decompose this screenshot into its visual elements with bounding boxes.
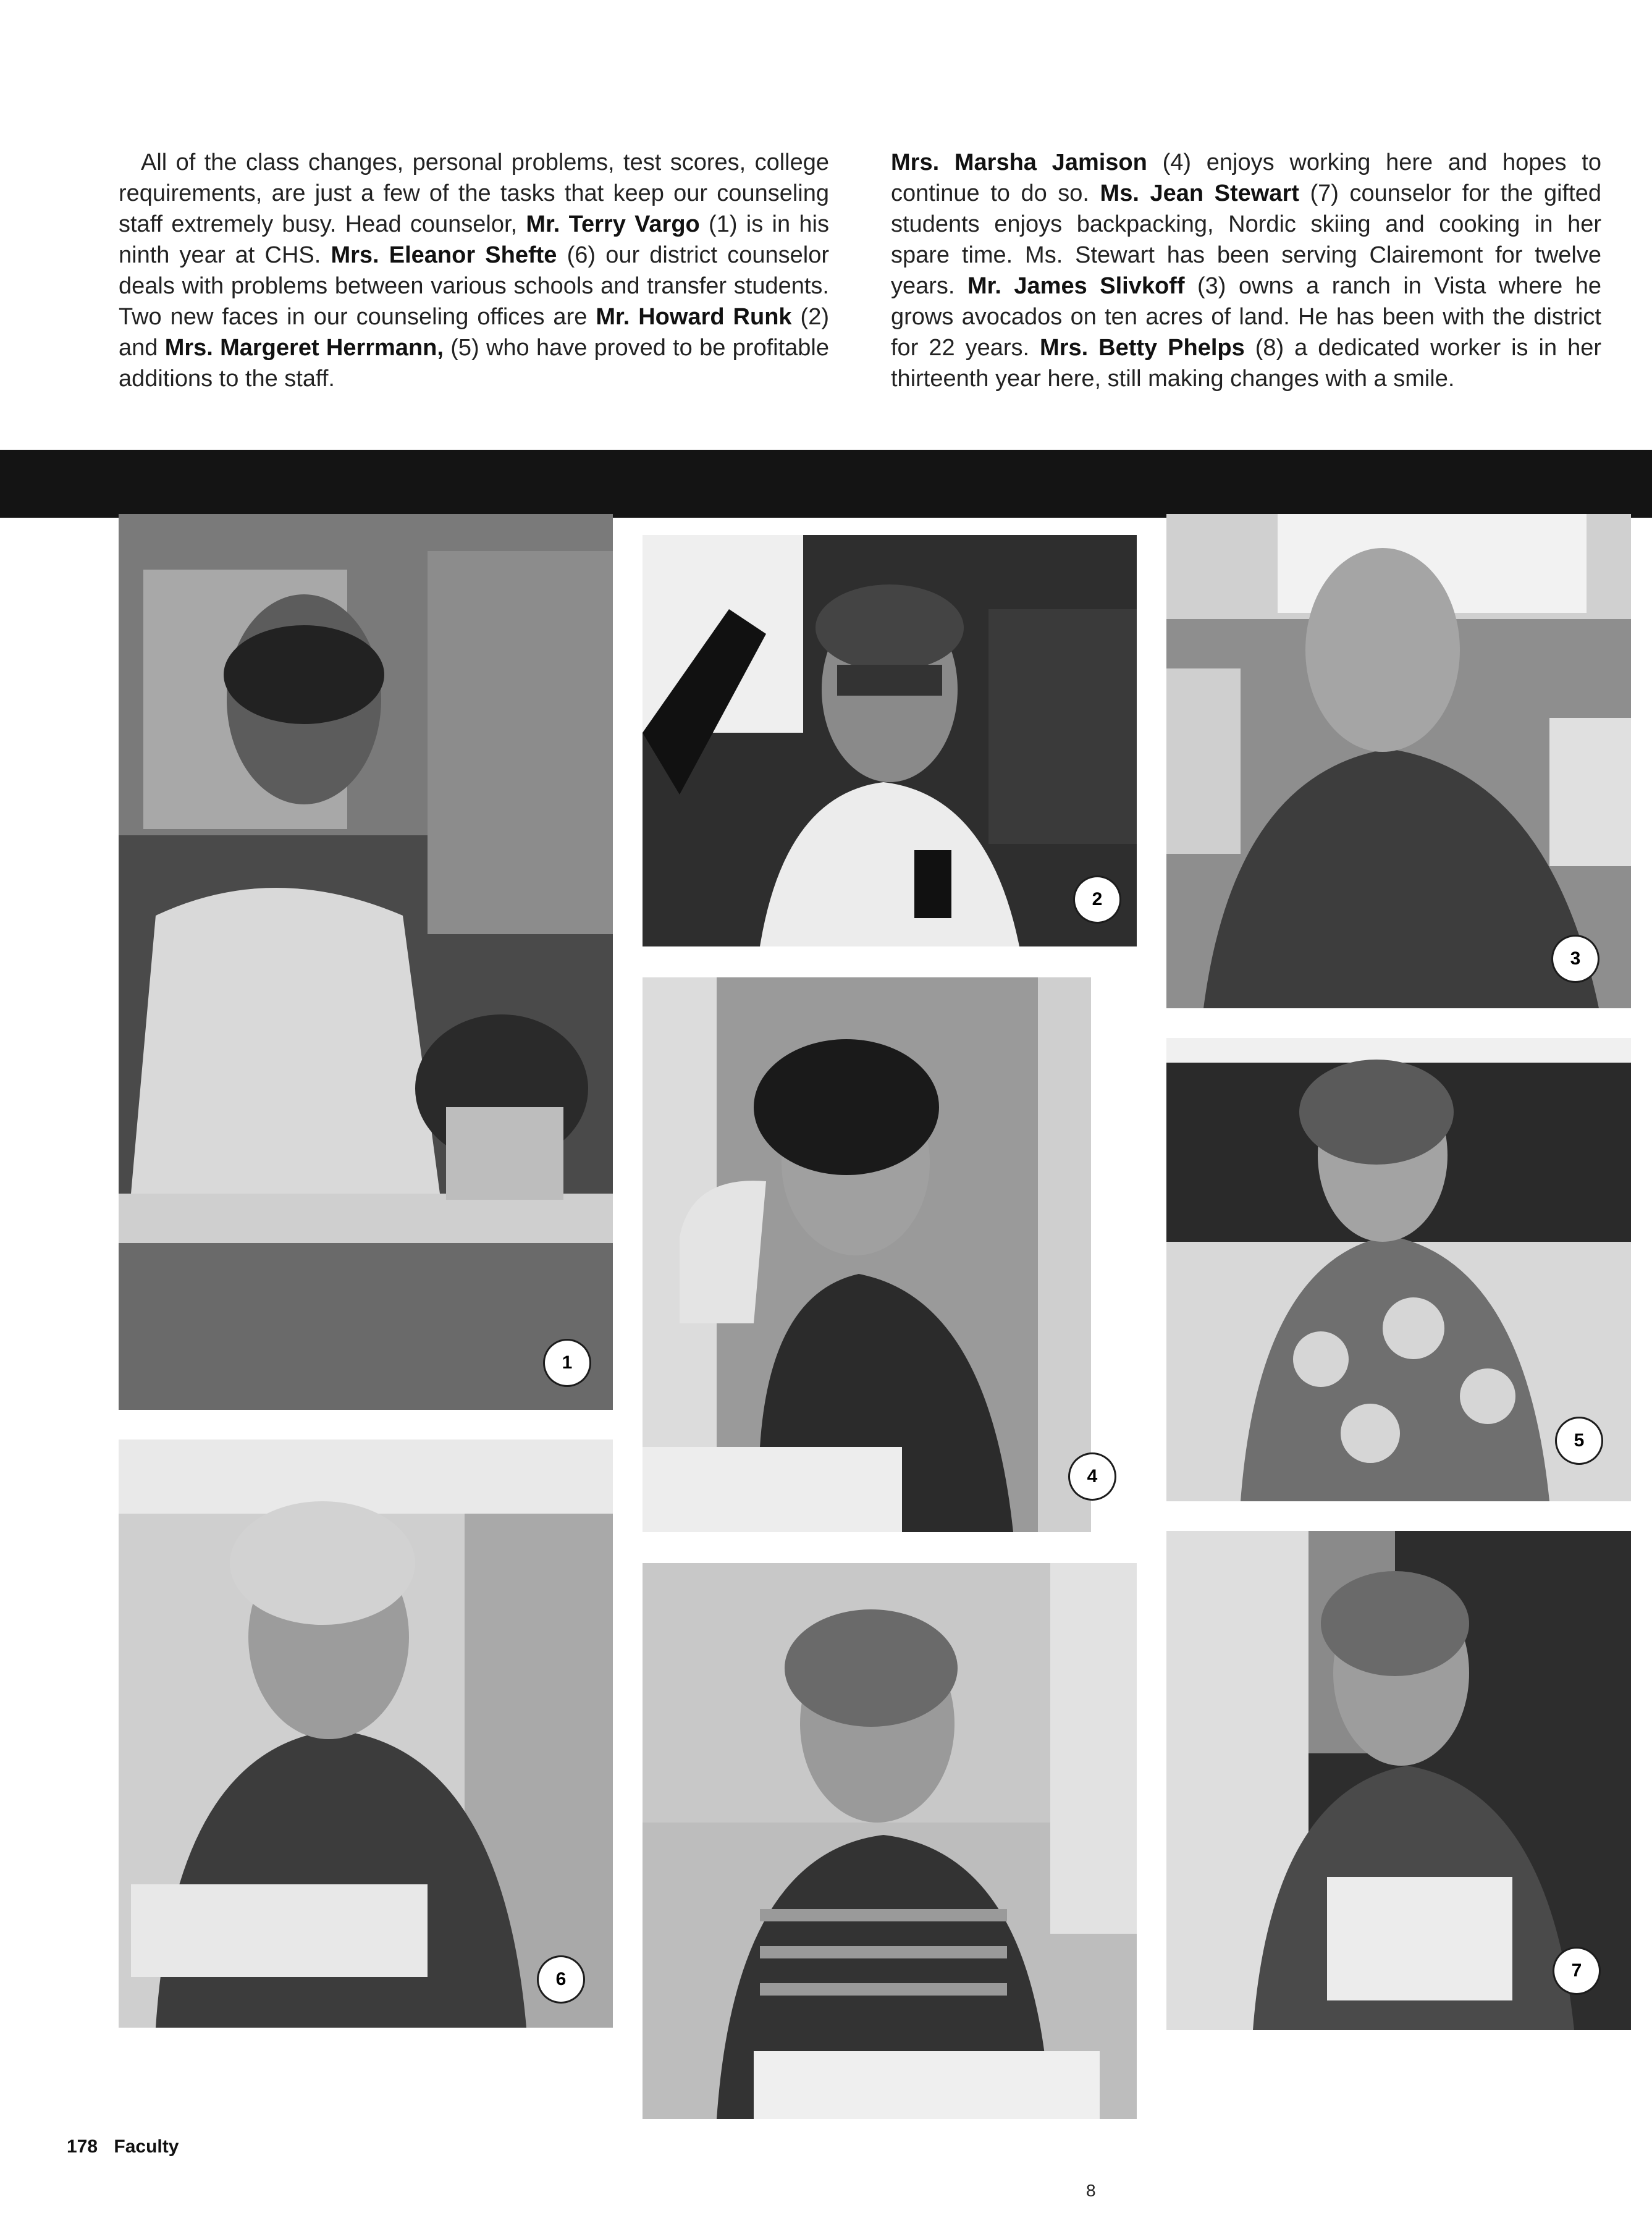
text-run: All of the class changes, personal problems, test scores, college requirements, are just a few of the tasks that keep our counseling staff extremely busy. Head counselor, — [119, 150, 829, 237]
photo-6 — [119, 1440, 613, 2028]
page-number: 178 — [67, 2136, 98, 2157]
staff-name: Mrs. Marsha Jamison — [891, 150, 1147, 175]
photo-8 — [643, 1563, 1137, 2119]
photo-7-number-badge: 7 — [1554, 1949, 1599, 1993]
black-divider-band — [0, 450, 1652, 518]
staff-name: Ms. Jean Stewart — [1100, 180, 1299, 206]
photo-1 — [119, 514, 613, 1410]
staff-name: Mrs. Eleanor Shefte — [331, 242, 557, 268]
staff-name: Mr. Terry Vargo — [526, 211, 700, 237]
photo-2-number-badge: 2 — [1075, 877, 1119, 922]
text-run: (3) owns a ranch in Vista where he grows avocados on ten acres of land. He has been with the district for 22 years. — [891, 273, 1602, 361]
photo-8-number-label: 8 — [1086, 2181, 1096, 2200]
staff-name: Mr. James Slivkoff — [967, 273, 1185, 299]
text-run: (5) who have proved to be profitable additions to the staff. — [119, 335, 829, 392]
photo-3 — [1166, 514, 1631, 1008]
text-run: (1) is in his ninth year at CHS. — [119, 211, 829, 268]
photo-4 — [643, 977, 1098, 1532]
photo-5-number-badge: 5 — [1557, 1418, 1601, 1463]
text-run: (7) counselor for the gifted students enjoys backpacking, Nordic skiing and cooking in her spare time. Ms. Stewart has been serving Clairemont for twelve years. — [891, 180, 1601, 299]
photo-6-number-badge: 6 — [539, 1957, 583, 2002]
photo-1-number-badge: 1 — [545, 1341, 589, 1385]
staff-name: Mr. Howard Runk — [596, 304, 792, 330]
photo-3-number-badge: 3 — [1553, 937, 1598, 981]
text-run: (4) enjoys working here and hopes to continue to do so. — [891, 150, 1601, 206]
page-folio — [67, 2136, 179, 2157]
staff-name: Mrs. Margeret Herrmann, — [164, 335, 444, 361]
intro-text-right — [891, 147, 1601, 394]
intro-text-left — [119, 147, 829, 394]
text-run: (8) a dedicated worker is in her thirteenth year here, still making changes with a smile. — [891, 335, 1601, 392]
photo-7 — [1166, 1531, 1631, 2030]
photo-4-number-badge: 4 — [1070, 1454, 1115, 1499]
section-name: Faculty — [114, 2136, 179, 2157]
text-run: (6) our district counselor deals with problems between various schools and transfer students. Two new faces in our counseling offices are — [119, 242, 829, 330]
photo-5 — [1166, 1038, 1631, 1501]
text-run: (2) and — [119, 304, 829, 361]
staff-name: Mrs. Betty Phelps — [1040, 335, 1245, 361]
photo-2 — [643, 535, 1137, 946]
